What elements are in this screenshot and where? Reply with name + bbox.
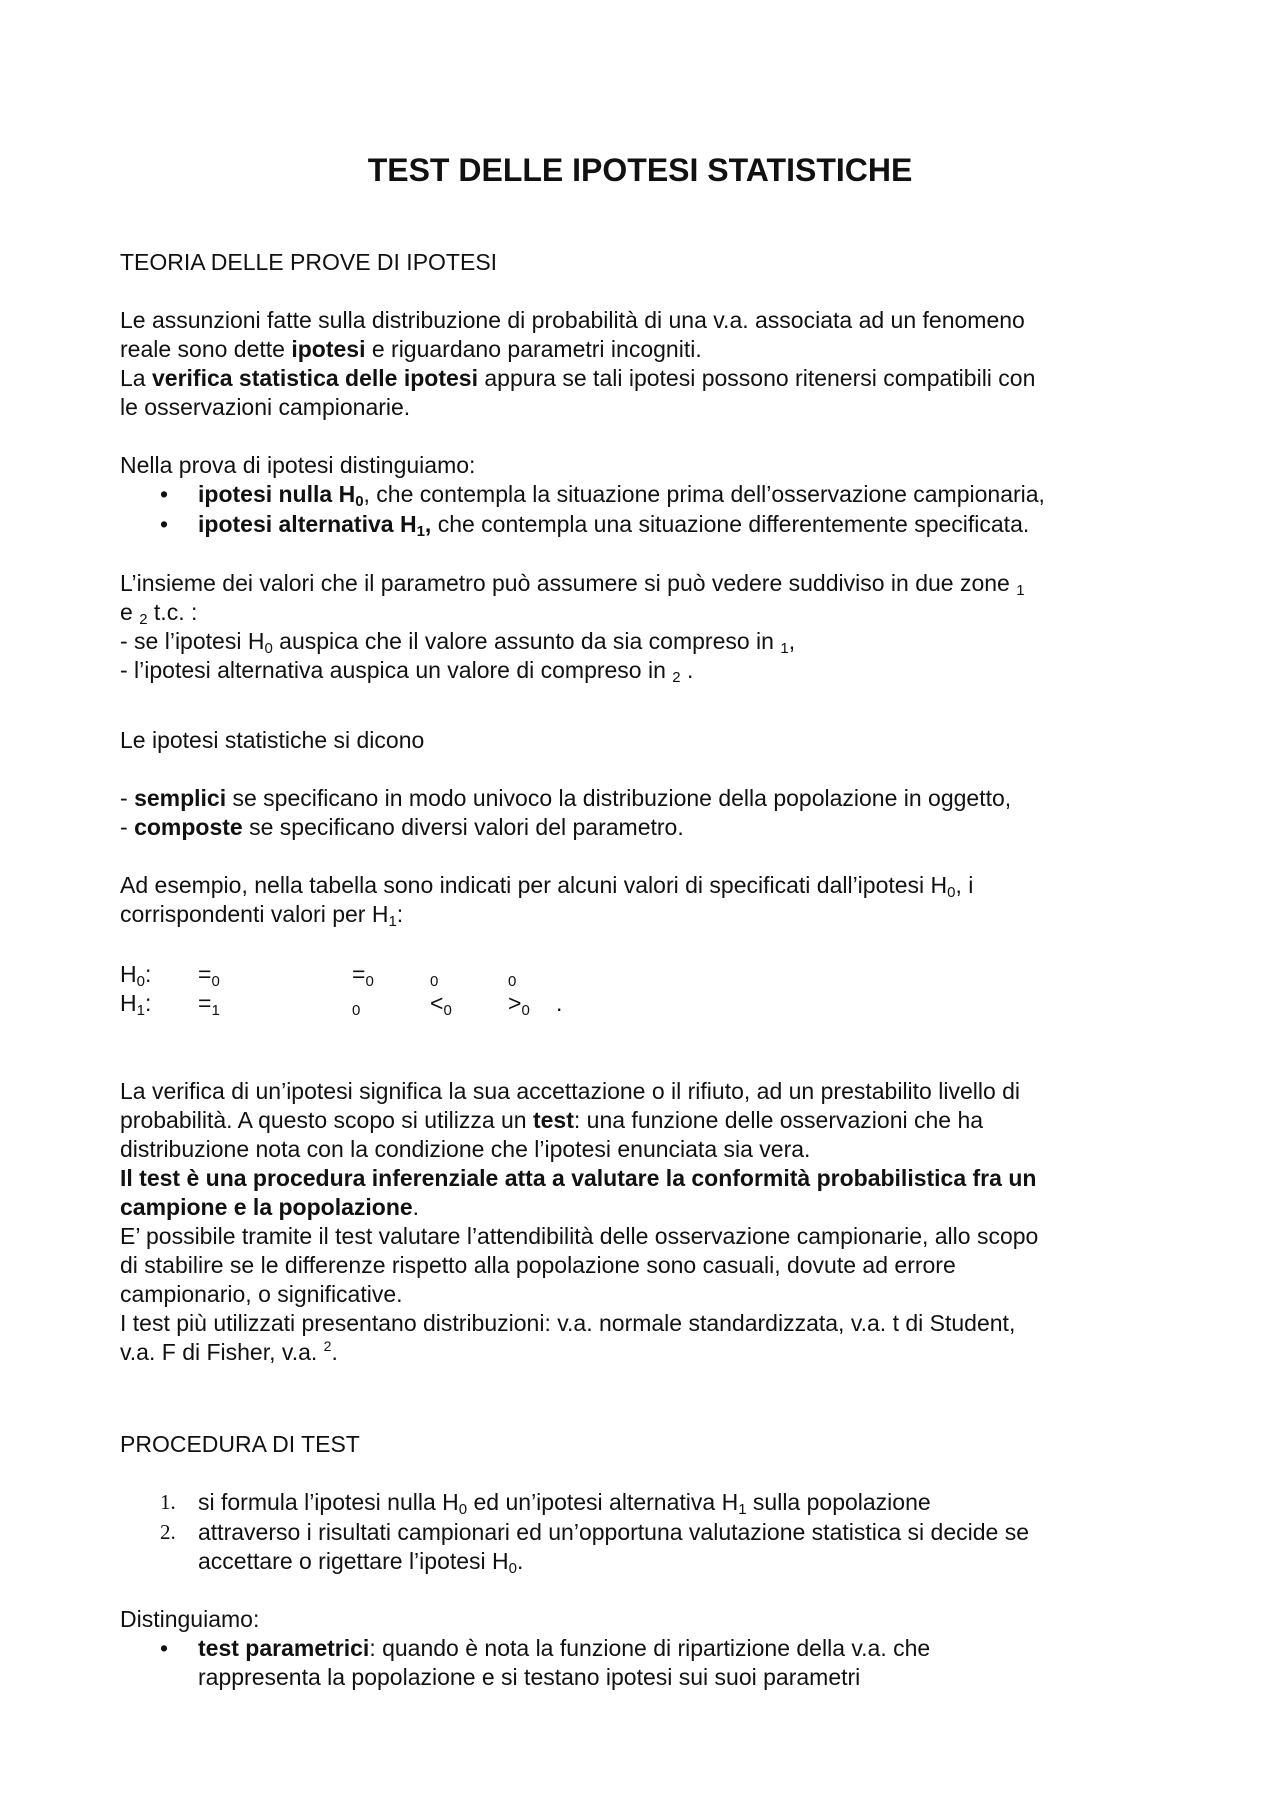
paragraph-example [120,871,1160,929]
table-cell: 0 [430,973,439,990]
table-end-dot: . [556,990,563,1016]
section-heading-theory: TEORIA DELLE PROVE DI IPOTESI [120,249,498,275]
paragraph-distinguish: Distinguiamo: [120,1606,260,1632]
table-cell: $>_0$ [508,990,530,1019]
text-line: distribuzione nota con la condizione che l’ipotesi enunciata sia vera. [120,1136,811,1162]
text-line: La verifica statistica delle ipotesi appura se tali ipotesi possono ritenersi compatibili con [120,365,1036,391]
bullet-glyph: • [160,481,169,507]
list-item-step-2 [198,1518,1029,1576]
section-heading-procedure: PROCEDURA DI TEST [120,1431,360,1457]
text-line: - l’ipotesi alternativa auspica un valore di compreso in $_2$ . [120,657,694,686]
bullet-glyph: • [160,1635,169,1661]
paragraph-simple-composite [120,784,1160,842]
text-line: Ad esempio, nella tabella sono indicati per alcuni valori di specificati dall’ipotesi $H_0$, i [120,872,974,901]
table-cell: 0 [352,1002,361,1019]
text-line: - semplici se specificano in modo univoco la distribuzione della popolazione in oggetto, [120,785,1012,811]
text-line: rappresenta la popolazione e si testano ipotesi sui suoi parametri [198,1664,861,1690]
text-line: I test più utilizzati presentano distribuzioni: v.a. normale standardizzata, v.a. t di Student, [120,1310,1016,1336]
list-item-alternative-hypothesis: ipotesi alternativa $H_1$, che contempla una situazione differentemente specificata. [198,511,1030,540]
text-line: di stabilire se le differenze rispetto alla popolazione sono casuali, dovute ad errore [120,1252,956,1278]
list-number: 1. [160,1490,176,1514]
paragraph-assumptions [120,306,1160,422]
text-line: L’insieme dei valori che il parametro può assumere si può vedere suddiviso in due zone $_1$ [120,570,1025,599]
table-row-label-h1: $H_1$: [120,990,152,1019]
table-cell: $=_1$ [198,990,220,1019]
paragraph-test-definition [120,1077,1160,1367]
list-item-null-hypothesis: ipotesi nulla $H_0$, che contempla la situazione prima dell’osservazione campionaria, [198,481,1045,510]
text-line: accettare o rigettare l’ipotesi $H_0$. [198,1548,524,1577]
text-line: - se l’ipotesi $H_0$ auspica che il valore assunto da sia compreso in $_1$, [120,628,796,657]
text-line: reale sono dette ipotesi e riguardano parametri incogniti. [120,336,702,362]
text-line: La verifica di un’ipotesi significa la sua accettazione o il rifiuto, ad un prestabilito livello di [120,1078,1021,1104]
text-line: le osservazioni campionarie. [120,394,411,420]
text-line: corrispondenti valori per $H_1$: [120,901,404,930]
list-item-parametric-tests [198,1634,930,1692]
table-cell: $=_0$ [198,961,220,990]
table-cell: $<_0$ [430,990,452,1019]
table-row-label-h0: $H_0$: [120,961,152,990]
text-line: E’ possibile tramite il test valutare l’attendibilità delle osservazione campionarie, allo scopo [120,1223,1039,1249]
text-line: test parametrici: quando è nota la funzione di ripartizione della v.a. che [198,1635,931,1661]
text-line: Le assunzioni fatte sulla distribuzione di probabilità di una v.a. associata ad un fenomeno [120,307,1025,333]
text-line: v.a. F di Fisher, v.a. $^2$. [120,1338,338,1365]
paragraph-hypothesis-types: Le ipotesi statistiche si dicono [120,727,425,753]
paragraph-intro-hypotheses: Nella prova di ipotesi distinguiamo: [120,452,476,478]
table-cell: 0 [508,973,517,990]
list-number: 2. [160,1520,176,1544]
text-line: campione e la popolazione. [120,1194,420,1220]
text-line: Il test è una procedura inferenziale atta a valutare la conformità probabilistica fra un [120,1165,1037,1191]
text-line: attraverso i risultati campionari ed un’opportuna valutazione statistica si decide se [198,1519,1029,1545]
document-title: TEST DELLE IPOTESI STATISTICHE [367,152,913,188]
text-line: e $_2$ t.c. : [120,599,198,628]
table-cell: $=_0$ [352,961,374,990]
text-line: campionario, o significative. [120,1281,403,1307]
list-item-step-1: si formula l’ipotesi nulla $H_0$ ed un’ipotesi alternativa $H_1$ sulla popolazione [198,1489,931,1518]
paragraph-parameter-zones [120,569,1160,685]
text-line: - composte se specificano diversi valori del parametro. [120,814,684,840]
bullet-glyph: • [160,511,169,537]
text-line: probabilità. A questo scopo si utilizza un test: una funzione delle osservazioni che ha [120,1107,984,1133]
